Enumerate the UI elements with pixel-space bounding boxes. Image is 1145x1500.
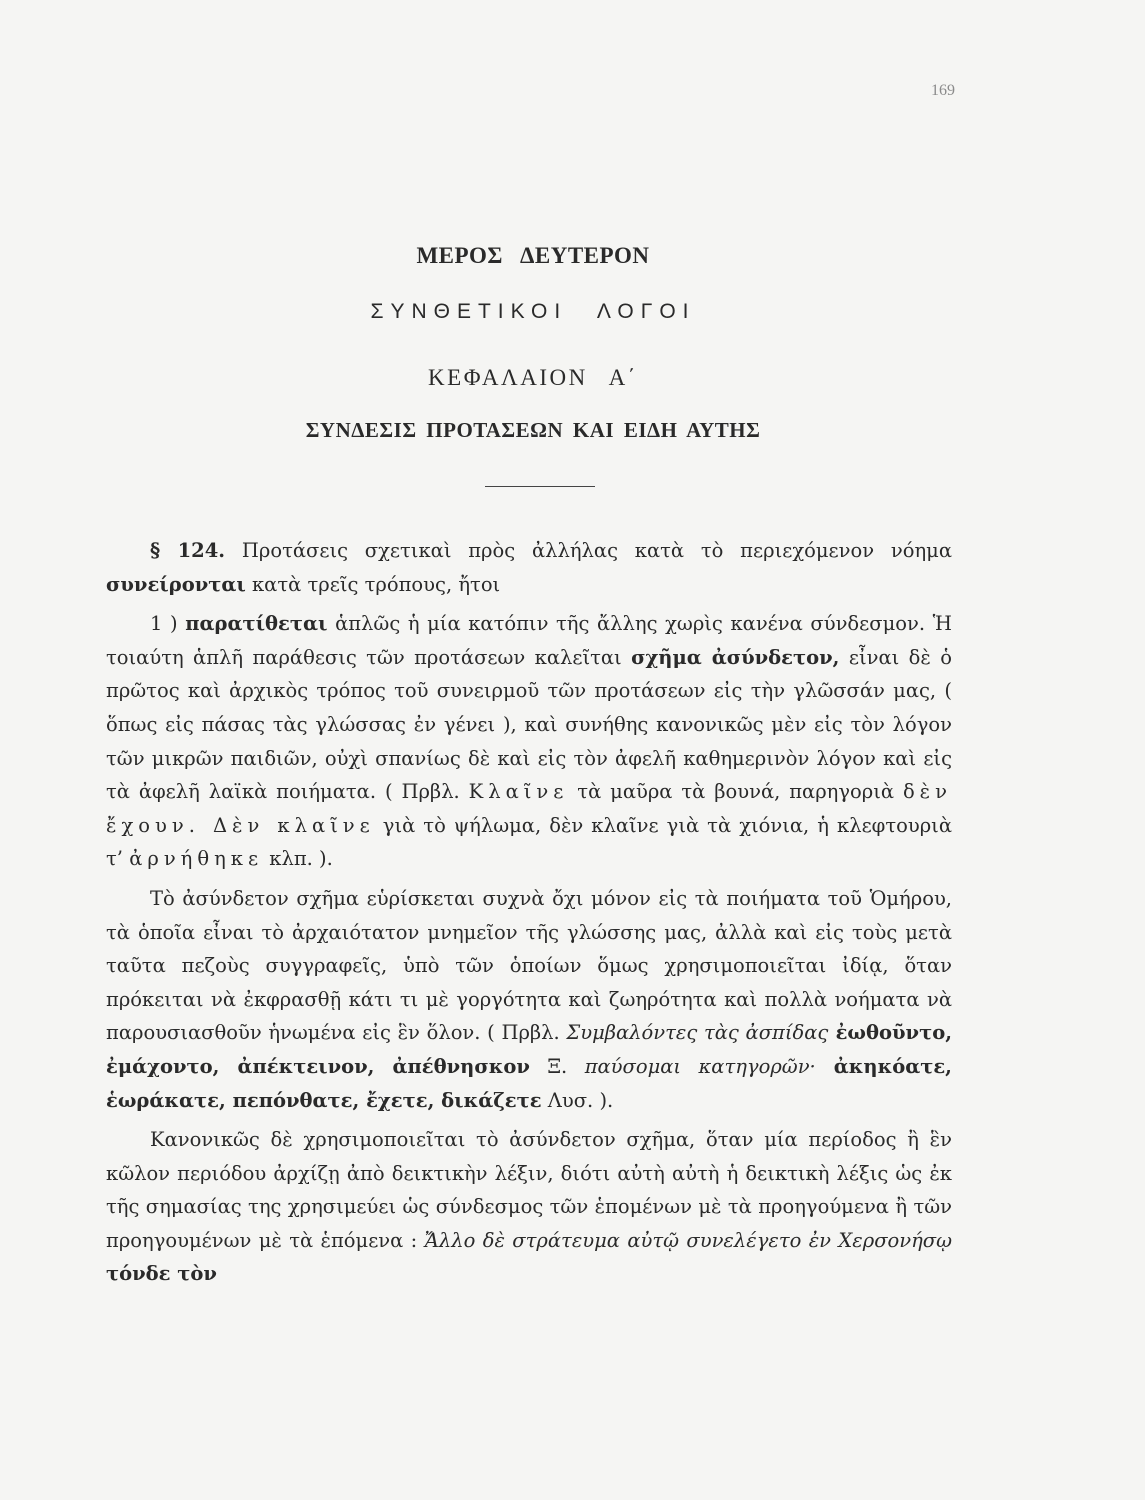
paragraph-text: εἶναι δὲ ὁ πρῶτος καὶ ἀρχικὸς τρόπος τοῦ συνειρμοῦ τῶν προτάσεων εἰς τὴν γλῶσσάν μας, ( ὅπως εἰς πάσας τὰς γλώσσας ἐν γένει ), καὶ συνήθης κανονικῶς μὲν εἰς τὸν λόγον τῶν μικρῶν παιδιῶν, οὐχὶ σπανίως δὲ καὶ εἰς τὸν ἀφελῆ καθημερινὸν λόγον καὶ εἰς τὰ ἀφελῆ λαϊκὰ ποιήματα. ( Πρβλ. xyxy=(106,645,952,804)
paragraph-number: § 124. xyxy=(150,539,226,562)
spaced-quote: ἀρνήθηκε xyxy=(129,847,264,871)
paragraph-124 xyxy=(106,534,952,601)
chapter-title: ΚΕΦΑΛΑΙΟΝ Α΄ xyxy=(428,365,638,390)
paragraph-text: κατὰ τρεῖς τρόπους, ἤτοι xyxy=(245,572,501,596)
section-title: ΣΥΝΘΕΤΙΚΟΙ ΛΟΓΟΙ xyxy=(370,300,696,323)
paragraph-asyndeton-usage xyxy=(106,882,952,1117)
paragraph-item-1 xyxy=(106,607,952,876)
paragraph-text: ἁπλῶς ἡ μία κατόπιν τῆς ἄλλης χωρὶς κανένα σύνδεσμον. Ἡ τοιαύτη ἁπλῆ παράθεσις τῶν προτάσεων καλεῖται xyxy=(106,612,952,669)
italic-quote: Ἄλλο δὲ στράτευμα αὐτῷ συνελέγετο ἐν Χερσονήσῳ xyxy=(424,1228,952,1252)
bold-term: ἐωθοῦντο, ἐμάχοντο, ἀπέκτεινον, ἀπέθνησκον xyxy=(106,1021,952,1078)
page-number: 169 xyxy=(931,82,955,99)
paragraph-text: Λυσ. ). xyxy=(541,1088,614,1112)
spaced-quote: δὲν ἔχουν. Δὲν κλαῖνε xyxy=(106,780,952,837)
chapter-subtitle: ΣΥΝΔΕΣΙΣ ΠΡΟΤΑΣΕΩΝ ΚΑΙ ΕΙΔΗ ΑΥΤΗΣ xyxy=(305,418,761,442)
paragraph-text: 1 ) xyxy=(150,612,186,636)
paragraph-text: γιὰ τὸ ψήλωμα, δὲν κλαῖνε γιὰ τὰ χιόνια, ἡ κλεφτουριὰ τ’ xyxy=(106,813,952,871)
spaced-quote: Κλαῖνε xyxy=(468,780,569,804)
bold-term: ἀκηκόατε, ἑωράκατε, πεπόνθατε, ἔχετε, δικάζετε xyxy=(106,1054,952,1112)
italic-quote: παύσομαι κατηγορῶν· xyxy=(584,1054,816,1078)
bold-term: συνείρονται xyxy=(106,572,246,596)
paragraph-text: Τὸ ἀσύνδετον σχῆμα εὑρίσκεται συχνὰ ὄχι μόνον εἰς τὰ ποιήματα τοῦ Ὁμήρου, τὰ ὁποῖα εἶναι τὸ ἀρχαιότατον μνημεῖον τῆς γλώσσης μας, ἀλλὰ καὶ εἰς τοὺς μετὰ ταῦτα πεζοὺς συγγραφεῖς, ὑπὸ τῶν ὁποίων ὅμως χρησιμοποιεῖται ἰδίᾳ, ὅταν πρόκειται νὰ ἐκφρασθῇ κάτι τι μὲ γοργότητα καὶ ζωηρότητα καὶ πολλὰ νοήματα νὰ παρουσιασθοῦν ἡνωμένα εἰς ἓν ὅλον. ( Πρβλ. xyxy=(106,886,952,1045)
paragraph-text: κλπ. ). xyxy=(263,847,333,871)
paragraph-text: τὰ μαῦρα τὰ βουνά, παρηγοριὰ xyxy=(568,780,903,804)
italic-quote: Συμβαλόντες τὰς ἀσπίδας xyxy=(566,1021,829,1045)
paragraph-text: Κανονικῶς δὲ χρησιμοποιεῖται τὸ ἀσύνδετον σχῆμα, ὅταν μία περίοδος ἢ ἓν κῶλον περιόδου ἀρχίζῃ ἀπὸ δεικτικὴν λέξιν, διότι αὐτὴ αὐτὴ ἡ δεικτικὴ λέξις ὡς ἐκ τῆς σημασίας της χρησιμεύει ὡς σύνδεσμος τῶν ἑπομένων μὲ τὰ προηγούμενα ἢ τῶν προηγουμένων μὲ τὰ ἑπόμενα : xyxy=(106,1128,952,1252)
paragraph-deictic xyxy=(106,1123,952,1291)
part-title: ΜΕΡΟΣ ΔΕΥΤΕΡΟΝ xyxy=(416,243,650,268)
bold-term: σχῆμα ἀσύνδετον, xyxy=(631,645,840,669)
paragraph-text: Ξ. xyxy=(529,1054,585,1078)
title-divider xyxy=(485,486,595,487)
bold-term: τόνδε τὸν xyxy=(106,1262,217,1286)
bold-term: παρατίθεται xyxy=(185,612,328,636)
body-text xyxy=(106,534,952,1291)
paragraph-text: Προτάσεις σχετικαὶ πρὸς ἀλλήλας κατὰ τὸ περιεχόμενον νόημα xyxy=(225,539,952,562)
